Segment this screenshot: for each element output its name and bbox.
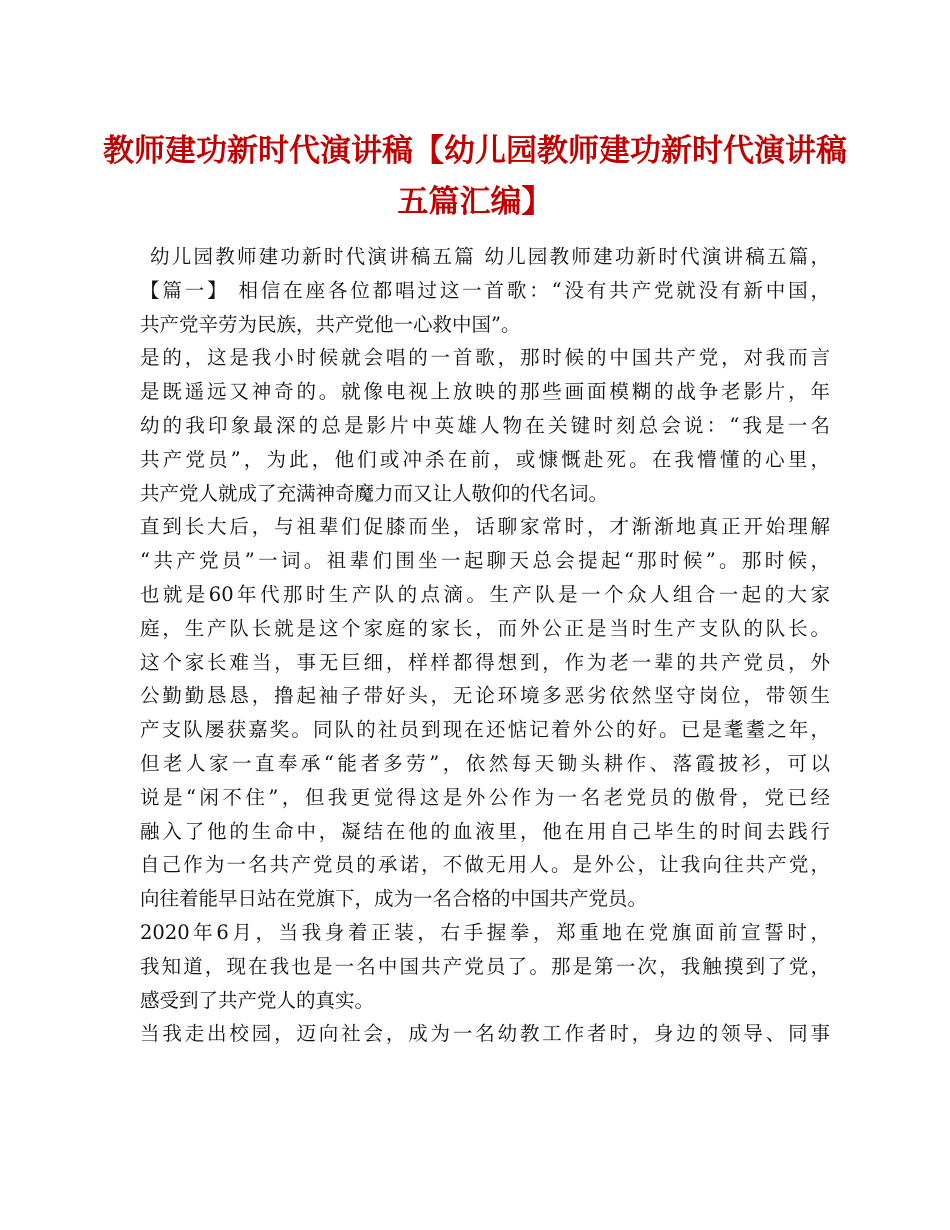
- body-line: 共产党辛劳为民族，共产党他一心救中国”。: [140, 312, 521, 336]
- body-line: 公勤勤恳恳，撸起袖子带好头，无论环境多恶劣依然坚守岗位，带领生: [140, 684, 830, 708]
- body-line: 【篇一】 相信在座各位都唱过这一首歌：“没有共产党就没有新中国，: [140, 278, 830, 302]
- body-line: 也就是60年代那时生产队的点滴。生产队是一个众人组合一起的大家: [140, 582, 830, 606]
- body-line: 向往着能早日站在党旗下，成为一名合格的中国共产党员。: [140, 887, 648, 911]
- body-line: 自己作为一名共产党员的承诺，不做无用人。是外公，让我向往共产党，: [140, 853, 830, 877]
- body-line: 感受到了共产党人的真实。: [140, 988, 375, 1012]
- body-line: 融入了他的生命中，凝结在他的血液里，他在用自己毕生的时间去践行: [140, 819, 830, 843]
- body-line: 说是“闲不住”，但我更觉得这是外公作为一名老党员的傲骨，党已经: [140, 785, 830, 809]
- body-line: 幼儿园教师建功新时代演讲稿五篇 幼儿园教师建功新时代演讲稿五篇，: [150, 245, 830, 268]
- body-line: 共产党人就成了充满神奇魔力而又让人敬仰的代名词。: [140, 481, 609, 505]
- document-title: [100, 126, 850, 228]
- document-body: [140, 240, 830, 1051]
- body-line: 产支队屡获嘉奖。同队的社员到现在还惦记着外公的好。已是耄耋之年，: [140, 718, 830, 742]
- body-line: 直到长大后，与祖辈们促膝而坐，话聊家常时，才渐渐地真正开始理解: [140, 515, 830, 539]
- body-line: 但老人家一直奉承“能者多劳”，依然每天锄头耕作、落霞披衫，可以: [140, 751, 830, 775]
- body-line: 这个家长难当，事无巨细，样样都得想到，作为老一辈的共产党员，外: [140, 650, 830, 674]
- body-line: 我知道，现在我也是一名中国共产党员了。那是第一次，我触摸到了党，: [140, 954, 830, 978]
- body-line: 是既遥远又神奇的。就像电视上放映的那些画面模糊的战争老影片，年: [140, 380, 830, 404]
- body-line: “共产党员”一词。祖辈们围坐一起聊天总会提起“那时候”。那时候，: [140, 549, 830, 573]
- body-line: 当我走出校园，迈向社会，成为一名幼教工作者时，身边的领导、同事: [140, 1022, 830, 1046]
- title-line-2: 五篇汇编】: [397, 184, 553, 220]
- body-line: 2020年6月，当我身着正装，右手握拳，郑重地在党旗面前宣誓时，: [140, 920, 830, 944]
- title-line-1: 教师建功新时代演讲稿【幼儿园教师建功新时代演讲稿: [103, 133, 847, 169]
- body-line: 庭，生产队长就是这个家庭的家长，而外公正是当时生产支队的队长。: [140, 616, 830, 640]
- body-line: 幼的我印象最深的总是影片中英雄人物在关键时刻总会说：“我是一名: [140, 413, 830, 437]
- body-line: 是的，这是我小时候就会唱的一首歌，那时候的中国共产党，对我而言: [140, 346, 830, 370]
- body-line: 共产党员”，为此，他们或冲杀在前，或慷慨赴死。在我懵懂的心里，: [140, 447, 830, 471]
